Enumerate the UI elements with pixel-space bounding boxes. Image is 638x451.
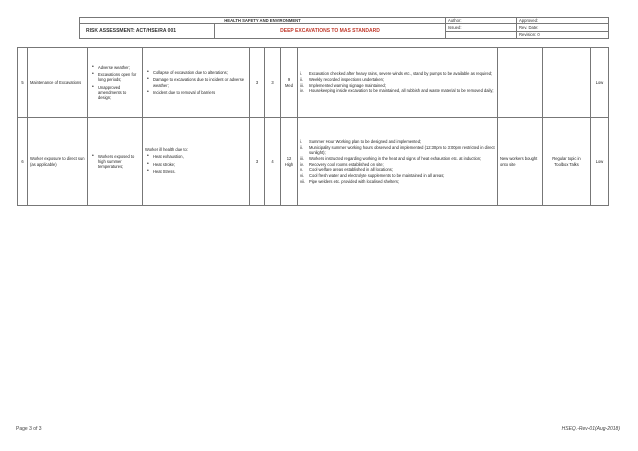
hazard-item: • Unapproved amendments to design; (98, 85, 140, 100)
hazards-cell (88, 48, 143, 118)
activity-cell: Worker exposure to direct sun (as applicable) (28, 118, 88, 206)
persons-cell (498, 48, 543, 118)
risk-score: 9 (287, 77, 291, 83)
risk-score: 12 (286, 156, 292, 162)
control-number: iii. (300, 155, 304, 161)
control-item (300, 71, 495, 76)
control-text: Cool welfare areas established in all locations; (309, 167, 393, 173)
blank-cell (446, 31, 517, 39)
training-cell (543, 48, 591, 118)
control-item (300, 162, 495, 167)
consequences-intro: Worker ill health due to: (145, 147, 188, 153)
control-text: Municipality summer working hours observed and implemented (12:30pm to 3:00pm restricted in direct sunlight); (309, 145, 495, 156)
consequence-item: • Heat stroke; (153, 162, 247, 167)
control-text: Cool fresh water and electrolyte supplements to be maintained in all areas; (309, 172, 445, 178)
control-item (300, 167, 495, 172)
table-row (18, 48, 609, 118)
control-number: iv. (300, 161, 304, 167)
hazard-item: • Workers exposed to high summer temperatures; (98, 154, 140, 169)
consequence-item: • Damage to excavations due to incident or adverse weather; (153, 77, 247, 87)
control-number: i. (300, 139, 303, 145)
control-text: Pipe welders etc. provided with localised shelters; (309, 178, 400, 184)
row-number: 6 (18, 118, 28, 206)
control-number: ii. (300, 145, 303, 151)
author-field: Author: (446, 18, 517, 24)
risk-level: High (284, 161, 294, 167)
likelihood-cell: 3 (250, 48, 265, 118)
controls-cell (298, 48, 498, 118)
risk-rating-cell (281, 118, 298, 206)
residual-risk-cell: Low (591, 48, 609, 118)
severity-cell: 4 (265, 118, 281, 206)
consequence-item: • Heat Stress. (153, 169, 247, 174)
control-text: Summer Hour Working plan to be designed and implemented; (309, 139, 422, 145)
page-number: Page 3 of 3 (16, 426, 42, 432)
control-item (300, 88, 495, 93)
control-text: Housekeeping inside excavation to be maintained, all rubbish and waste material to be removed daily; (309, 88, 494, 94)
document-header (79, 17, 609, 39)
hazard-item: • Adverse weather; (98, 65, 140, 70)
control-text: Excavation checked after heavy rains, severe winds etc., stand by pumps to be available as required; (309, 71, 493, 77)
control-text: Implemented warning signage maintained; (309, 82, 386, 88)
control-number: ii. (300, 77, 303, 83)
issued-field: Issued: (446, 24, 517, 32)
activity-cell: Maintenance of Excavations (28, 48, 88, 118)
control-item (300, 179, 495, 184)
control-text: Workers instructed regarding working in the heat and signs of heat exhaustion etc. at induction; (309, 155, 482, 161)
revision-field: Revision: 0 (517, 31, 609, 39)
control-number: iv. (300, 88, 304, 94)
control-item (300, 156, 495, 161)
consequence-item: • Collapse of excavation due to alterations; (153, 70, 247, 75)
ra-header-cell (80, 24, 446, 39)
risk-level: Med (285, 82, 293, 88)
row-number: 5 (18, 48, 28, 118)
ra-reference: RISK ASSESSMENT: ACT/HSE/RA 001 (80, 24, 215, 38)
persons-cell: New workers bought onto site (498, 118, 543, 206)
control-number: v. (300, 167, 303, 173)
control-text: Recovery cool rooms established on site; (309, 161, 384, 167)
control-number: iii. (300, 82, 304, 88)
control-number: vi. (300, 172, 305, 178)
likelihood-cell: 3 (250, 118, 265, 206)
project-title: DEEP EXCAVATIONS TO MAS STANDARD (280, 27, 380, 34)
training-cell: Regular topic in Toolbox Talks (543, 118, 591, 206)
residual-risk-cell: Low (591, 118, 609, 206)
rev-date-field: Rev. Date: (517, 24, 609, 32)
risk-rating-cell (281, 48, 298, 118)
control-number: i. (300, 71, 303, 77)
control-text: Weekly recorded inspections undertaken; (309, 77, 385, 83)
hazards-cell (88, 118, 143, 206)
controls-cell (298, 118, 498, 206)
consequence-item: • Heat exhaustion, (153, 154, 247, 159)
control-item (300, 139, 495, 144)
document-reference: HSEQ.-Rev-01(Aug-2018) (561, 426, 620, 432)
consequences-cell (143, 48, 250, 118)
document-title: HEALTH SAFETY AND ENVIRONMENT (80, 18, 446, 24)
control-item (300, 83, 495, 88)
consequence-item: • Incident due to removal of barriers (153, 90, 247, 95)
risk-assessment-table (17, 47, 609, 206)
control-item (300, 145, 495, 155)
hazard-item: • Excavations open for long periods; (98, 72, 140, 82)
approved-field: Approved: (517, 18, 609, 24)
table-row (18, 118, 609, 206)
severity-cell: 3 (265, 48, 281, 118)
control-item (300, 173, 495, 178)
control-item (300, 77, 495, 82)
control-number: vii. (300, 178, 306, 184)
consequences-cell (143, 118, 250, 206)
